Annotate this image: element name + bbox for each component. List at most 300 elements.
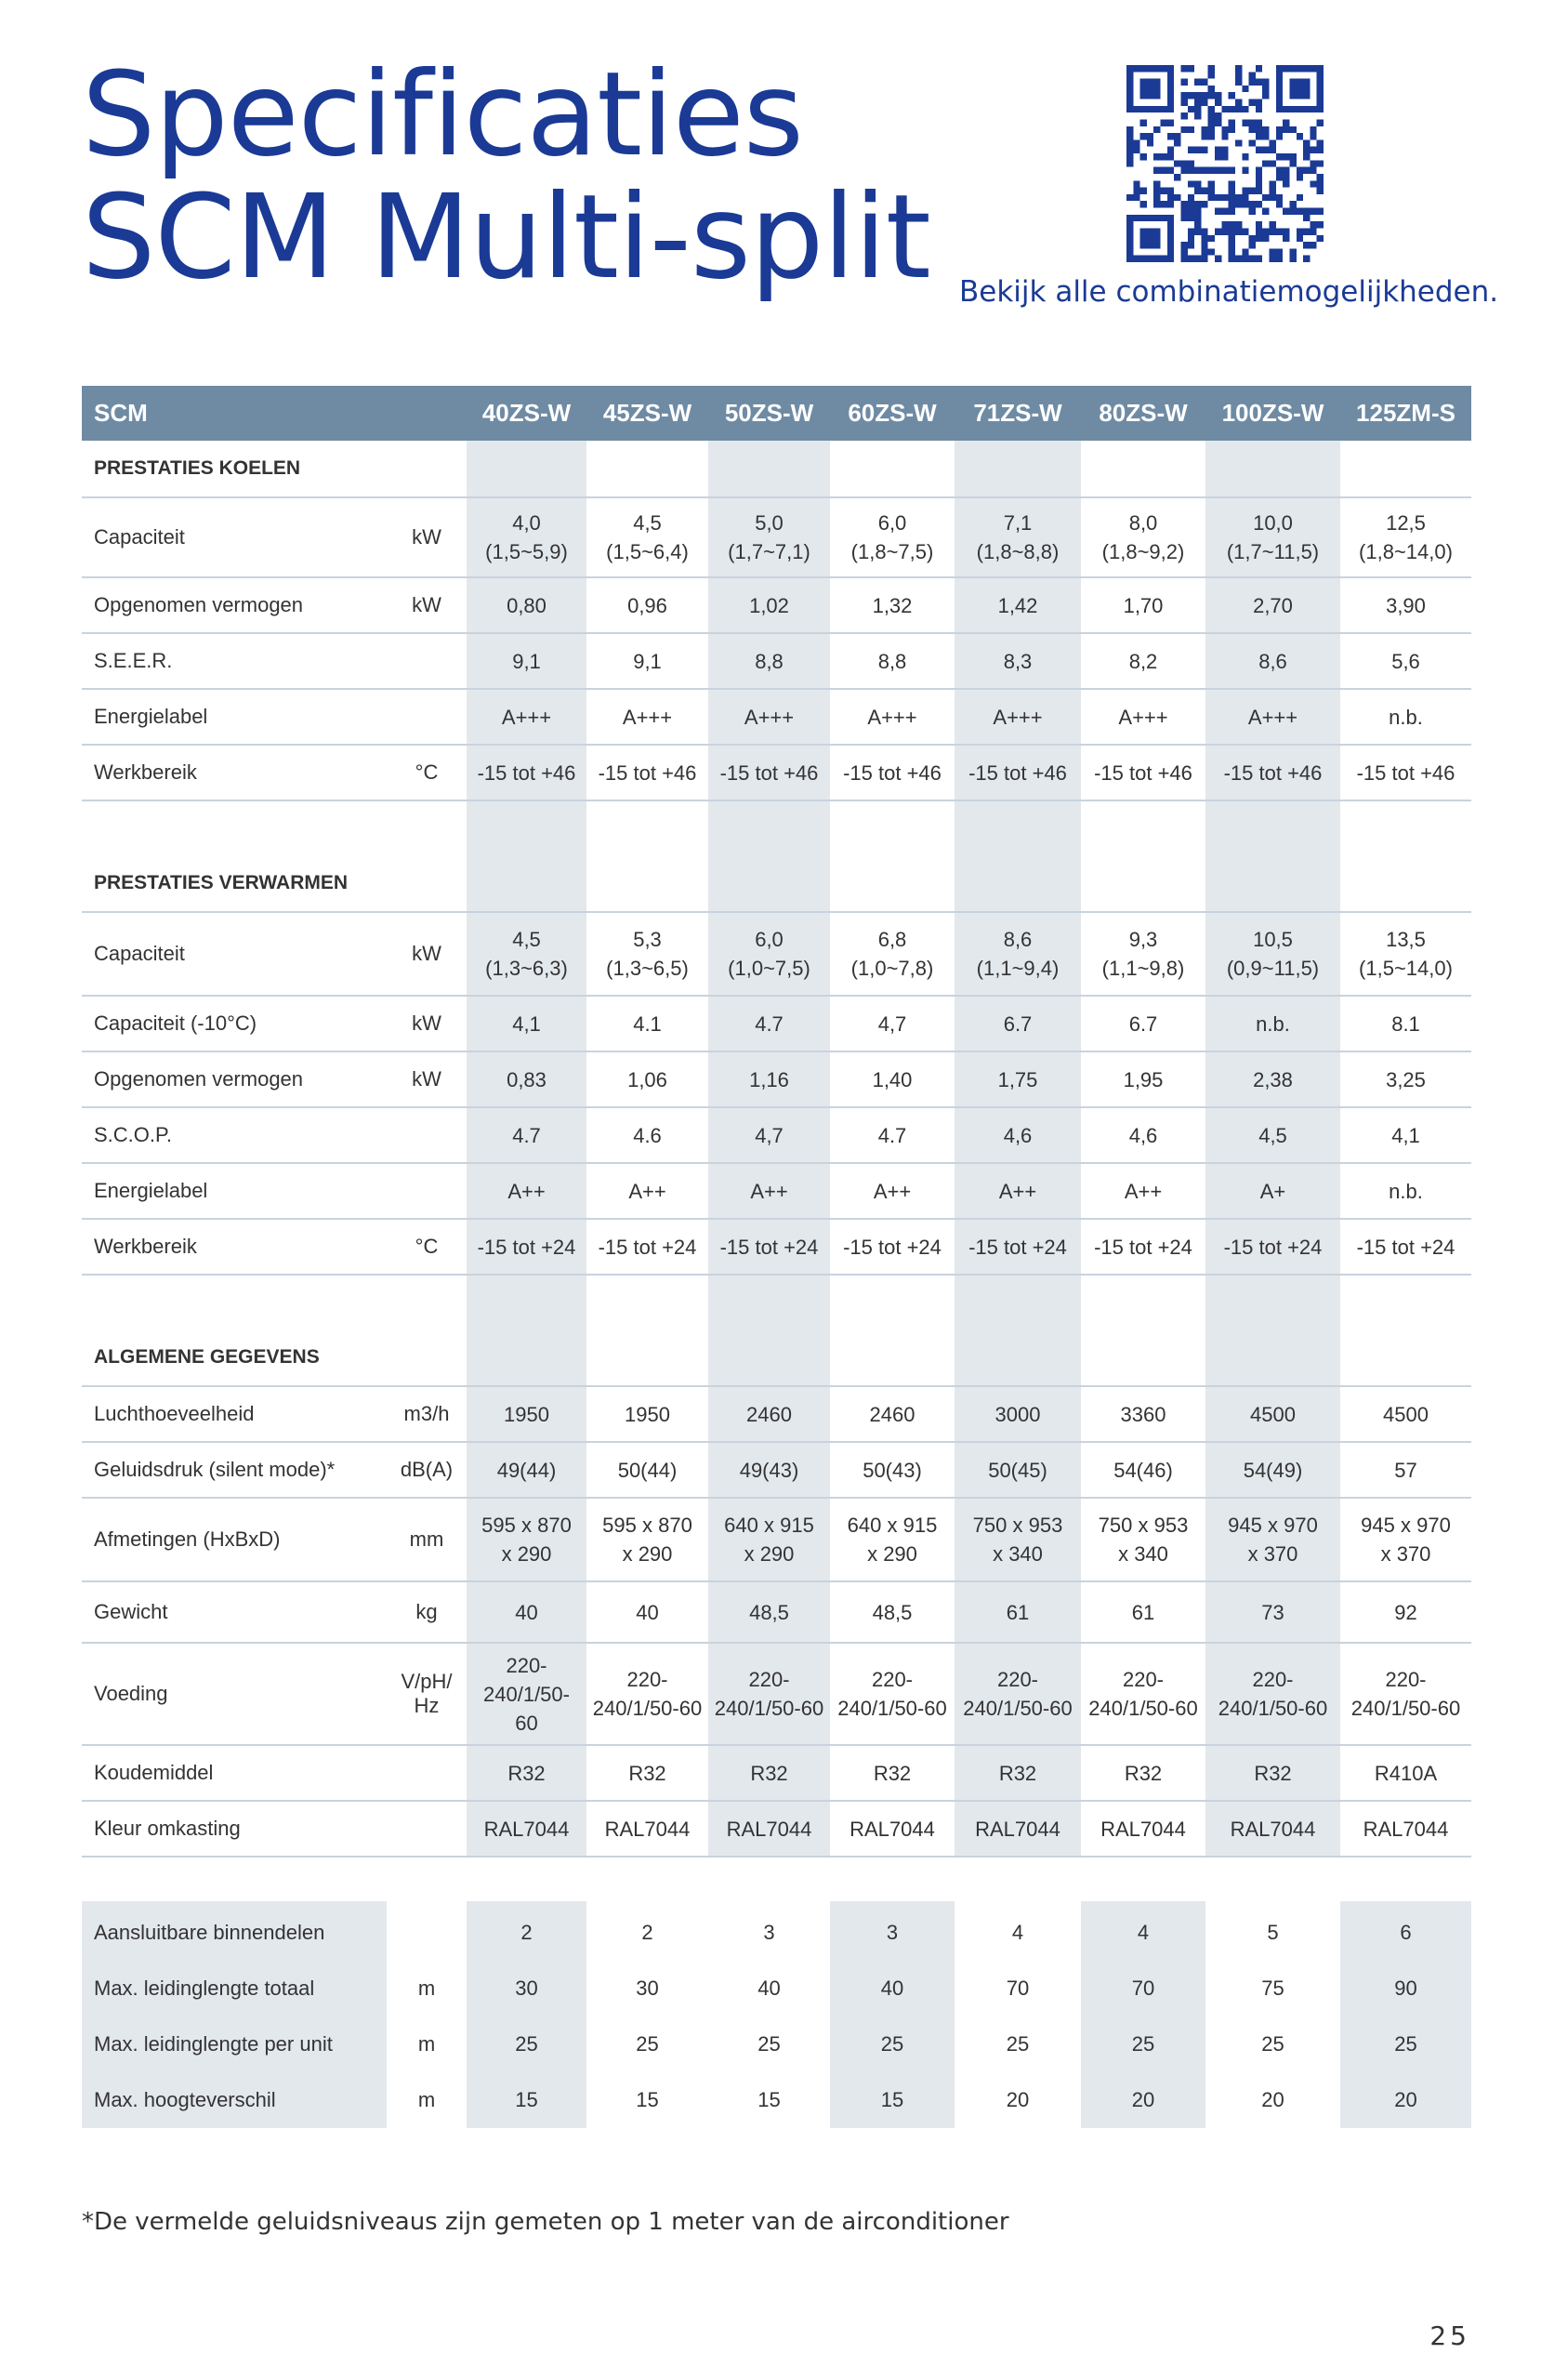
value-cell bbox=[467, 497, 586, 577]
value-cell: A++ bbox=[830, 1163, 955, 1219]
row-unit bbox=[387, 689, 467, 745]
value-cell: 25 bbox=[830, 2016, 955, 2072]
row-label: Opgenomen vermogen bbox=[82, 1051, 387, 1107]
value-cell bbox=[708, 912, 830, 996]
value-cell: 70 bbox=[1081, 1961, 1205, 2016]
value-cell bbox=[955, 912, 1081, 996]
section-cell bbox=[1340, 855, 1471, 912]
cell-line: 4,5 bbox=[512, 928, 541, 951]
value-cell: 2,38 bbox=[1205, 1051, 1340, 1107]
value-cell: 61 bbox=[955, 1581, 1081, 1643]
value-cell: 25 bbox=[1261, 2032, 1284, 2056]
value-cell: RAL7044 bbox=[708, 1801, 830, 1857]
section-cell bbox=[708, 441, 830, 497]
value-cell: 4.1 bbox=[586, 996, 708, 1051]
cell-line: 640 x 915 bbox=[724, 1514, 814, 1537]
value-cell: -15 tot +24 bbox=[1340, 1219, 1471, 1275]
value-cell: -15 tot +24 bbox=[708, 1219, 830, 1275]
value-cell: 2460 bbox=[708, 1386, 830, 1442]
table-row bbox=[82, 577, 1471, 633]
cell-line: x 290 bbox=[501, 1542, 552, 1566]
table-row bbox=[82, 497, 1471, 577]
table-row bbox=[82, 1801, 1471, 1857]
row-unit: dB(A) bbox=[387, 1442, 467, 1498]
spacer-cell bbox=[1340, 1275, 1471, 1329]
value-cell: 4 bbox=[1081, 1901, 1205, 1961]
value-cell: 4 bbox=[1011, 1921, 1024, 1944]
value-cell: A+++ bbox=[586, 689, 708, 745]
table-row bbox=[82, 1163, 1471, 1219]
section-cell bbox=[708, 855, 830, 912]
section-cell bbox=[830, 855, 955, 912]
cell-line: x 290 bbox=[867, 1542, 917, 1566]
cell-line: 240/1/50-60 bbox=[1218, 1697, 1328, 1720]
value-cell: -15 tot +46 bbox=[1081, 745, 1205, 800]
row-label: S.C.O.P. bbox=[82, 1107, 387, 1163]
value-cell: 4.7 bbox=[467, 1107, 586, 1163]
value-cell bbox=[830, 1643, 955, 1745]
value-cell bbox=[1081, 1643, 1205, 1745]
cell-line: 6,0 bbox=[877, 511, 907, 535]
spacer-cell bbox=[830, 1275, 955, 1329]
page-title-line-2: SCM Multi-split bbox=[82, 170, 930, 305]
value-cell: 1,95 bbox=[1081, 1051, 1205, 1107]
cell-line: 750 x 953 bbox=[972, 1514, 1063, 1537]
cell-line: 220- bbox=[1385, 1668, 1427, 1691]
cell-line: 5,0 bbox=[755, 511, 784, 535]
value-cell: 48,5 bbox=[708, 1581, 830, 1643]
cell-line: 9,3 bbox=[1128, 928, 1158, 951]
cell-line: 640 x 915 bbox=[847, 1514, 938, 1537]
section-spacer bbox=[82, 800, 1471, 855]
spacer-cell bbox=[82, 800, 387, 855]
cell-line: 945 x 970 bbox=[1361, 1514, 1451, 1537]
value-cell: 9,1 bbox=[467, 633, 586, 689]
cell-line: 240/1/50-60 bbox=[963, 1697, 1073, 1720]
row-unit: m3/h bbox=[387, 1386, 467, 1442]
cell-line: 8,0 bbox=[1128, 511, 1158, 535]
cell-line: 6,8 bbox=[877, 928, 907, 951]
section-cell bbox=[1205, 1329, 1340, 1386]
value-cell: 3,25 bbox=[1340, 1051, 1471, 1107]
value-cell: 1,40 bbox=[830, 1051, 955, 1107]
value-cell: 4,5 bbox=[1205, 1107, 1340, 1163]
section-cell bbox=[830, 1329, 955, 1386]
value-cell: 5,6 bbox=[1340, 633, 1471, 689]
cell-line: (1,5~5,9) bbox=[485, 540, 568, 563]
value-cell: 20 bbox=[1340, 2072, 1471, 2128]
value-cell: 25 bbox=[1081, 2016, 1205, 2072]
cell-line: (1,3~6,3) bbox=[485, 957, 568, 980]
table-row bbox=[82, 1051, 1471, 1107]
value-cell: 4.7 bbox=[830, 1107, 955, 1163]
value-cell: A+++ bbox=[708, 689, 830, 745]
row-unit: kW bbox=[387, 912, 467, 996]
footnote: *De vermelde geluidsniveaus zijn gemeten op 1 meter van de airconditioner bbox=[82, 2208, 1009, 2236]
value-cell: 50(45) bbox=[955, 1442, 1081, 1498]
value-cell: 0,96 bbox=[586, 577, 708, 633]
table-row bbox=[82, 689, 1471, 745]
cell-line: (1,3~6,5) bbox=[606, 957, 689, 980]
value-cell: RAL7044 bbox=[586, 1801, 708, 1857]
row-label: Capaciteit bbox=[82, 912, 387, 996]
value-cell: -15 tot +46 bbox=[467, 745, 586, 800]
cell-line: 220- bbox=[626, 1668, 668, 1691]
spacer-cell bbox=[708, 800, 830, 855]
value-cell: -15 tot +46 bbox=[1340, 745, 1471, 800]
value-cell: 0,83 bbox=[467, 1051, 586, 1107]
cell-line: x 370 bbox=[1380, 1542, 1431, 1566]
value-cell: -15 tot +24 bbox=[586, 1219, 708, 1275]
section-title: PRESTATIES VERWARMEN bbox=[82, 855, 387, 912]
cell-line: 240/1/50-60 bbox=[1088, 1697, 1198, 1720]
section-title: ALGEMENE GEGEVENS bbox=[82, 1329, 387, 1386]
value-cell: -15 tot +24 bbox=[1081, 1219, 1205, 1275]
cell-line: Hz bbox=[414, 1694, 440, 1717]
connection-row bbox=[82, 1901, 1471, 1961]
value-cell: 8.1 bbox=[1340, 996, 1471, 1051]
cell-line: 4,0 bbox=[512, 511, 541, 535]
row-label: Koudemiddel bbox=[82, 1745, 387, 1801]
table-row bbox=[82, 1745, 1471, 1801]
value-cell: 8,8 bbox=[708, 633, 830, 689]
value-cell: n.b. bbox=[1340, 1163, 1471, 1219]
cell-line: 220- bbox=[748, 1668, 790, 1691]
value-cell bbox=[1340, 497, 1471, 577]
value-cell: 90 bbox=[1340, 1961, 1471, 2016]
value-cell: 1950 bbox=[586, 1386, 708, 1442]
value-cell: 15 bbox=[467, 2072, 586, 2128]
row-unit: m bbox=[417, 2088, 436, 2111]
value-cell bbox=[830, 497, 955, 577]
connection-row bbox=[82, 2072, 1471, 2128]
spacer-cell bbox=[1340, 800, 1471, 855]
value-cell bbox=[586, 497, 708, 577]
value-cell: 49(43) bbox=[708, 1442, 830, 1498]
value-cell: 8,3 bbox=[955, 633, 1081, 689]
value-cell: A++ bbox=[1081, 1163, 1205, 1219]
cell-line: 220- bbox=[1122, 1668, 1165, 1691]
cell-line: 240/1/50-60 bbox=[1350, 1697, 1461, 1720]
row-label: Max. leidinglengte per unit bbox=[82, 2016, 387, 2072]
cell-line: (1,0~7,8) bbox=[850, 957, 934, 980]
value-cell: 4500 bbox=[1205, 1386, 1340, 1442]
section-cell bbox=[586, 1329, 708, 1386]
spacer-cell bbox=[387, 800, 467, 855]
value-cell bbox=[708, 1643, 830, 1745]
value-cell: RAL7044 bbox=[1340, 1801, 1471, 1857]
value-cell: R32 bbox=[1081, 1745, 1205, 1801]
value-cell bbox=[708, 1498, 830, 1581]
section-cell bbox=[955, 1329, 1081, 1386]
value-cell bbox=[830, 912, 955, 996]
section-cell bbox=[1081, 441, 1205, 497]
row-label: Aansluitbare binnendelen bbox=[82, 1901, 387, 1961]
cell-line: (1,5~6,4) bbox=[606, 540, 689, 563]
value-cell: 48,5 bbox=[830, 1581, 955, 1643]
spacer-cell bbox=[830, 800, 955, 855]
cell-line: 220- bbox=[996, 1668, 1039, 1691]
section-cell bbox=[467, 855, 586, 912]
value-cell bbox=[1205, 1498, 1340, 1581]
row-unit: kW bbox=[387, 996, 467, 1051]
value-cell: -15 tot +24 bbox=[830, 1219, 955, 1275]
header-model: 60ZS-W bbox=[830, 386, 955, 441]
value-cell: -15 tot +46 bbox=[830, 745, 955, 800]
value-cell: 2 bbox=[467, 1901, 586, 1961]
cell-line: 7,1 bbox=[1003, 511, 1033, 535]
value-cell bbox=[955, 1643, 1081, 1745]
value-cell: 15 bbox=[636, 2088, 659, 2111]
cell-line: 10,0 bbox=[1253, 511, 1293, 535]
value-cell: A++ bbox=[955, 1163, 1081, 1219]
row-unit: mm bbox=[387, 1498, 467, 1581]
row-unit bbox=[387, 1901, 467, 1961]
row-unit: kW bbox=[387, 497, 467, 577]
row-label: Energielabel bbox=[82, 1163, 387, 1219]
value-cell: 73 bbox=[1205, 1581, 1340, 1643]
value-cell: 15 bbox=[757, 2088, 781, 2111]
cell-line: (1,8~7,5) bbox=[850, 540, 934, 563]
connection-row bbox=[82, 1961, 1471, 2016]
row-unit bbox=[387, 633, 467, 689]
cell-line: (1,8~14,0) bbox=[1359, 540, 1453, 563]
section-cell bbox=[387, 855, 467, 912]
value-cell: 30 bbox=[467, 1961, 586, 2016]
cell-line: 220- bbox=[871, 1668, 914, 1691]
section-cell bbox=[955, 855, 1081, 912]
value-cell bbox=[1081, 497, 1205, 577]
value-cell bbox=[467, 1643, 586, 1745]
value-cell: 4.6 bbox=[586, 1107, 708, 1163]
value-cell: 2 bbox=[641, 1921, 653, 1944]
value-cell: A+++ bbox=[830, 689, 955, 745]
row-label: S.E.E.R. bbox=[82, 633, 387, 689]
value-cell: 3000 bbox=[955, 1386, 1081, 1442]
value-cell: A++ bbox=[586, 1163, 708, 1219]
page-title bbox=[82, 47, 930, 305]
value-cell bbox=[955, 497, 1081, 577]
section-cell bbox=[1340, 1329, 1471, 1386]
value-cell: 70 bbox=[1006, 1977, 1030, 2000]
spacer-cell bbox=[1081, 1275, 1205, 1329]
row-unit: kW bbox=[387, 1051, 467, 1107]
cell-line: 60 bbox=[515, 1711, 538, 1735]
cell-line: 220- bbox=[1252, 1668, 1294, 1691]
value-cell: 4,6 bbox=[955, 1107, 1081, 1163]
value-cell: -15 tot +46 bbox=[586, 745, 708, 800]
value-cell: 8,6 bbox=[1205, 633, 1340, 689]
connection-table bbox=[82, 1901, 1471, 2128]
spacer-cell bbox=[586, 800, 708, 855]
table-row bbox=[82, 1581, 1471, 1643]
value-cell: RAL7044 bbox=[467, 1801, 586, 1857]
value-cell: 0,80 bbox=[467, 577, 586, 633]
row-label: Afmetingen (HxBxD) bbox=[82, 1498, 387, 1581]
value-cell: 6.7 bbox=[1081, 996, 1205, 1051]
value-cell: 75 bbox=[1261, 1977, 1284, 2000]
spacer-cell bbox=[955, 1275, 1081, 1329]
value-cell: 1,70 bbox=[1081, 577, 1205, 633]
section-cell bbox=[586, 441, 708, 497]
row-label: Capaciteit (-10°C) bbox=[82, 996, 387, 1051]
value-cell bbox=[586, 1643, 708, 1745]
row-label: Max. hoogteverschil bbox=[82, 2072, 387, 2128]
value-cell: A+++ bbox=[467, 689, 586, 745]
value-cell: 92 bbox=[1340, 1581, 1471, 1643]
row-label: Werkbereik bbox=[82, 1219, 387, 1275]
value-cell: -15 tot +46 bbox=[708, 745, 830, 800]
spec-table bbox=[82, 386, 1471, 1858]
table-row bbox=[82, 1107, 1471, 1163]
value-cell: 50(43) bbox=[830, 1442, 955, 1498]
value-cell bbox=[467, 1498, 586, 1581]
value-cell: 25 bbox=[636, 2032, 659, 2056]
row-unit: m bbox=[417, 2032, 436, 2056]
value-cell: 4,1 bbox=[1340, 1107, 1471, 1163]
value-cell: RAL7044 bbox=[1081, 1801, 1205, 1857]
row-label: Gewicht bbox=[82, 1581, 387, 1643]
section-cell bbox=[467, 441, 586, 497]
value-cell: -15 tot +46 bbox=[1205, 745, 1340, 800]
section-cell bbox=[708, 1329, 830, 1386]
cell-line: (1,8~8,8) bbox=[976, 540, 1060, 563]
header-model: 40ZS-W bbox=[467, 386, 586, 441]
value-cell: 54(46) bbox=[1081, 1442, 1205, 1498]
value-cell: A+ bbox=[1205, 1163, 1340, 1219]
cell-line: (0,9~11,5) bbox=[1226, 957, 1320, 980]
row-unit: °C bbox=[387, 745, 467, 800]
row-unit: °C bbox=[387, 1219, 467, 1275]
header-model: 80ZS-W bbox=[1081, 386, 1205, 441]
cell-line: (1,8~9,2) bbox=[1101, 540, 1185, 563]
value-cell: A+++ bbox=[955, 689, 1081, 745]
row-unit bbox=[387, 1643, 467, 1745]
value-cell: -15 tot +24 bbox=[467, 1219, 586, 1275]
value-cell: 40 bbox=[467, 1581, 586, 1643]
value-cell: 8,2 bbox=[1081, 633, 1205, 689]
value-cell: 5 bbox=[1267, 1921, 1279, 1944]
section-cell bbox=[467, 1329, 586, 1386]
value-cell: 2460 bbox=[830, 1386, 955, 1442]
page-number: 25 bbox=[1429, 2320, 1470, 2351]
value-cell: 50(44) bbox=[586, 1442, 708, 1498]
value-cell: -15 tot +24 bbox=[955, 1219, 1081, 1275]
value-cell: 2,70 bbox=[1205, 577, 1340, 633]
header-model: 50ZS-W bbox=[708, 386, 830, 441]
value-cell: 3 bbox=[763, 1921, 775, 1944]
table-header-row bbox=[82, 386, 1471, 441]
value-cell: RAL7044 bbox=[1205, 1801, 1340, 1857]
value-cell: RAL7044 bbox=[830, 1801, 955, 1857]
cell-line: 10,5 bbox=[1253, 928, 1293, 951]
row-unit bbox=[387, 1801, 467, 1857]
value-cell: 1,75 bbox=[955, 1051, 1081, 1107]
cell-line: x 340 bbox=[993, 1542, 1043, 1566]
value-cell: 1,02 bbox=[708, 577, 830, 633]
spacer-cell bbox=[708, 1275, 830, 1329]
row-label: Werkbereik bbox=[82, 745, 387, 800]
spacer-cell bbox=[467, 800, 586, 855]
header-model: 45ZS-W bbox=[586, 386, 708, 441]
qr-code[interactable] bbox=[1126, 65, 1324, 262]
section-cell bbox=[830, 441, 955, 497]
section-title-row bbox=[82, 855, 1471, 912]
section-title-row bbox=[82, 1329, 1471, 1386]
value-cell: 30 bbox=[636, 1977, 659, 2000]
value-cell: 4.7 bbox=[708, 996, 830, 1051]
value-cell: 4,7 bbox=[830, 996, 955, 1051]
cell-line: (1,1~9,4) bbox=[976, 957, 1060, 980]
cell-line: 12,5 bbox=[1386, 511, 1426, 535]
value-cell: A++ bbox=[467, 1163, 586, 1219]
section-cell bbox=[1205, 855, 1340, 912]
value-cell: 20 bbox=[1081, 2072, 1205, 2128]
value-cell: 40 bbox=[586, 1581, 708, 1643]
value-cell: 54(49) bbox=[1205, 1442, 1340, 1498]
value-cell bbox=[467, 912, 586, 996]
spacer-cell bbox=[586, 1275, 708, 1329]
section-cell bbox=[1081, 855, 1205, 912]
value-cell: A+++ bbox=[1081, 689, 1205, 745]
value-cell: n.b. bbox=[1340, 689, 1471, 745]
value-cell bbox=[1205, 912, 1340, 996]
value-cell: 3360 bbox=[1081, 1386, 1205, 1442]
value-cell bbox=[1205, 1643, 1340, 1745]
value-cell: R32 bbox=[467, 1745, 586, 1801]
spacer-cell bbox=[82, 1275, 387, 1329]
spacer-cell bbox=[467, 1275, 586, 1329]
cell-line: 595 x 870 bbox=[602, 1514, 692, 1537]
value-cell: R32 bbox=[1205, 1745, 1340, 1801]
section-cell bbox=[387, 1329, 467, 1386]
cell-line: 8,6 bbox=[1003, 928, 1033, 951]
cell-line: 595 x 870 bbox=[481, 1514, 572, 1537]
section-title-row bbox=[82, 441, 1471, 497]
section-spacer bbox=[82, 1275, 1471, 1329]
value-cell: 1,32 bbox=[830, 577, 955, 633]
row-label: Voeding bbox=[82, 1643, 387, 1745]
section-cell bbox=[955, 441, 1081, 497]
cell-line: 240/1/50- bbox=[483, 1682, 570, 1706]
row-label: Energielabel bbox=[82, 689, 387, 745]
section-cell bbox=[387, 441, 467, 497]
value-cell bbox=[955, 1498, 1081, 1581]
value-cell bbox=[830, 1498, 955, 1581]
value-cell: 15 bbox=[830, 2072, 955, 2128]
value-cell bbox=[586, 1498, 708, 1581]
value-cell: 1,06 bbox=[586, 1051, 708, 1107]
value-cell: 61 bbox=[1081, 1581, 1205, 1643]
value-cell: R32 bbox=[955, 1745, 1081, 1801]
value-cell: 20 bbox=[1261, 2088, 1284, 2111]
table-row bbox=[82, 1386, 1471, 1442]
table-row bbox=[82, 1442, 1471, 1498]
table-row bbox=[82, 745, 1471, 800]
header-label: SCM bbox=[82, 386, 387, 441]
cell-line: V/pH/ bbox=[401, 1670, 453, 1693]
value-cell bbox=[1340, 912, 1471, 996]
value-cell: R32 bbox=[708, 1745, 830, 1801]
value-cell: -15 tot +24 bbox=[1205, 1219, 1340, 1275]
value-cell: 4,1 bbox=[467, 996, 586, 1051]
cell-line: 240/1/50-60 bbox=[837, 1697, 947, 1720]
page-title-line-1: Specificaties bbox=[82, 47, 803, 182]
section-cell bbox=[586, 855, 708, 912]
header-model: 125ZM-S bbox=[1340, 386, 1471, 441]
cell-line: (1,5~14,0) bbox=[1359, 957, 1453, 980]
row-label: Max. leidinglengte totaal bbox=[82, 1961, 387, 2016]
